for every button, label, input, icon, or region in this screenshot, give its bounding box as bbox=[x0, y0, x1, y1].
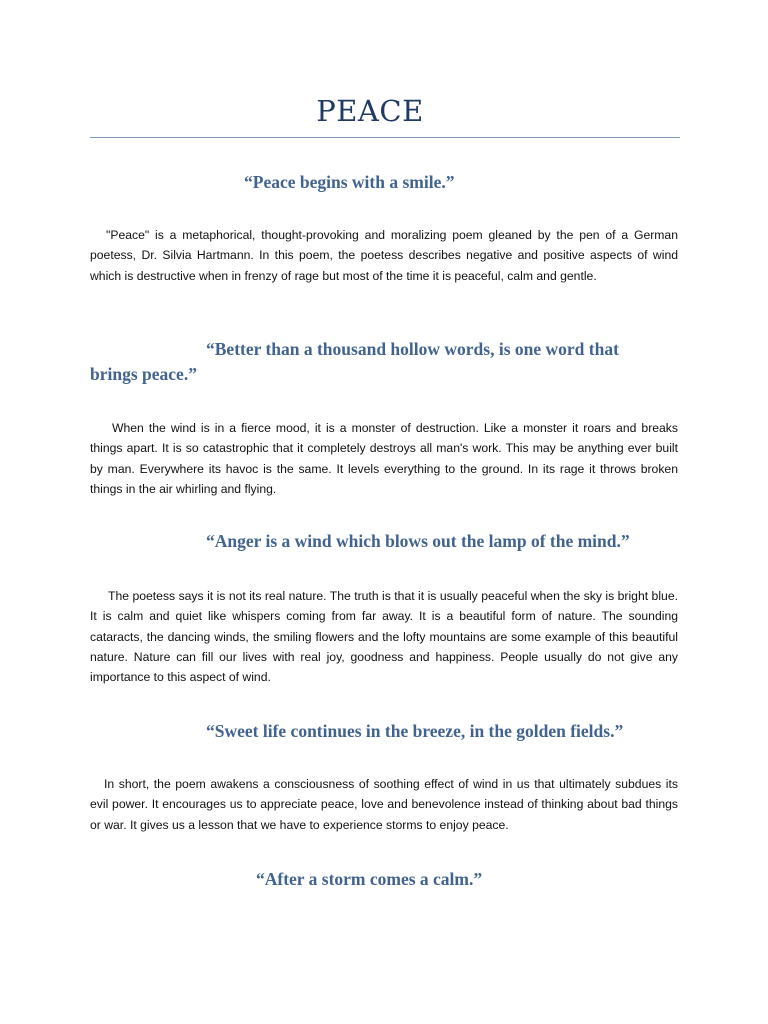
quote-5: “After a storm comes a calm.” bbox=[256, 869, 483, 889]
quote-2: “Better than a thousand hollow words, is one word that brings peace.” bbox=[90, 339, 619, 384]
quote-1: “Peace begins with a smile.” bbox=[244, 172, 455, 192]
paragraph-1: "Peace" is a metaphorical, thought-provoking and moralizing poem gleaned by the pen of a German poetess, Dr. Silvia Hartmann. In this poem, the poetess describes negative and positive aspects of wind which is destructive when in frenzy of rage but most of the time it is peaceful, calm and gentle. bbox=[90, 228, 678, 283]
title-divider bbox=[90, 137, 680, 138]
paragraph-2: When the wind is in a fierce mood, it is a monster of destruction. Like a monster it roars and breaks things apart. It is so catastrophic that it completely destroys all man's work. This may be anything ever built by man. Everywhere its havoc is the same. It levels everything to the ground. In its rage it throws broken things in the air whirling and flying. bbox=[90, 421, 678, 496]
title-text: PEACE bbox=[316, 94, 424, 128]
paragraph-4: In short, the poem awakens a consciousness of soothing effect of wind in us that ultimately subdues its evil power. It encourages us to appreciate peace, love and benevolence instead of thinking about bad things or war. It gives us a lesson that we have to experience storms to enjoy peace. bbox=[90, 777, 678, 832]
page-title bbox=[0, 94, 768, 128]
paragraph-3: The poetess says it is not its real nature. The truth is that it is usually peaceful when the sky is bright blue. It is calm and quiet like whispers coming from far away. It is a beautiful form of nature. The sounding cataracts, the dancing winds, the smiling flowers and the lofty mountains are some example of this beautiful nature. Nature can fill our lives with real joy, goodness and happiness. People usually do not give any importance to this aspect of wind. bbox=[90, 589, 678, 685]
quote-3: “Anger is a wind which blows out the lamp of the mind.” bbox=[206, 531, 630, 551]
quote-4: “Sweet life continues in the breeze, in the golden fields.” bbox=[206, 721, 624, 741]
